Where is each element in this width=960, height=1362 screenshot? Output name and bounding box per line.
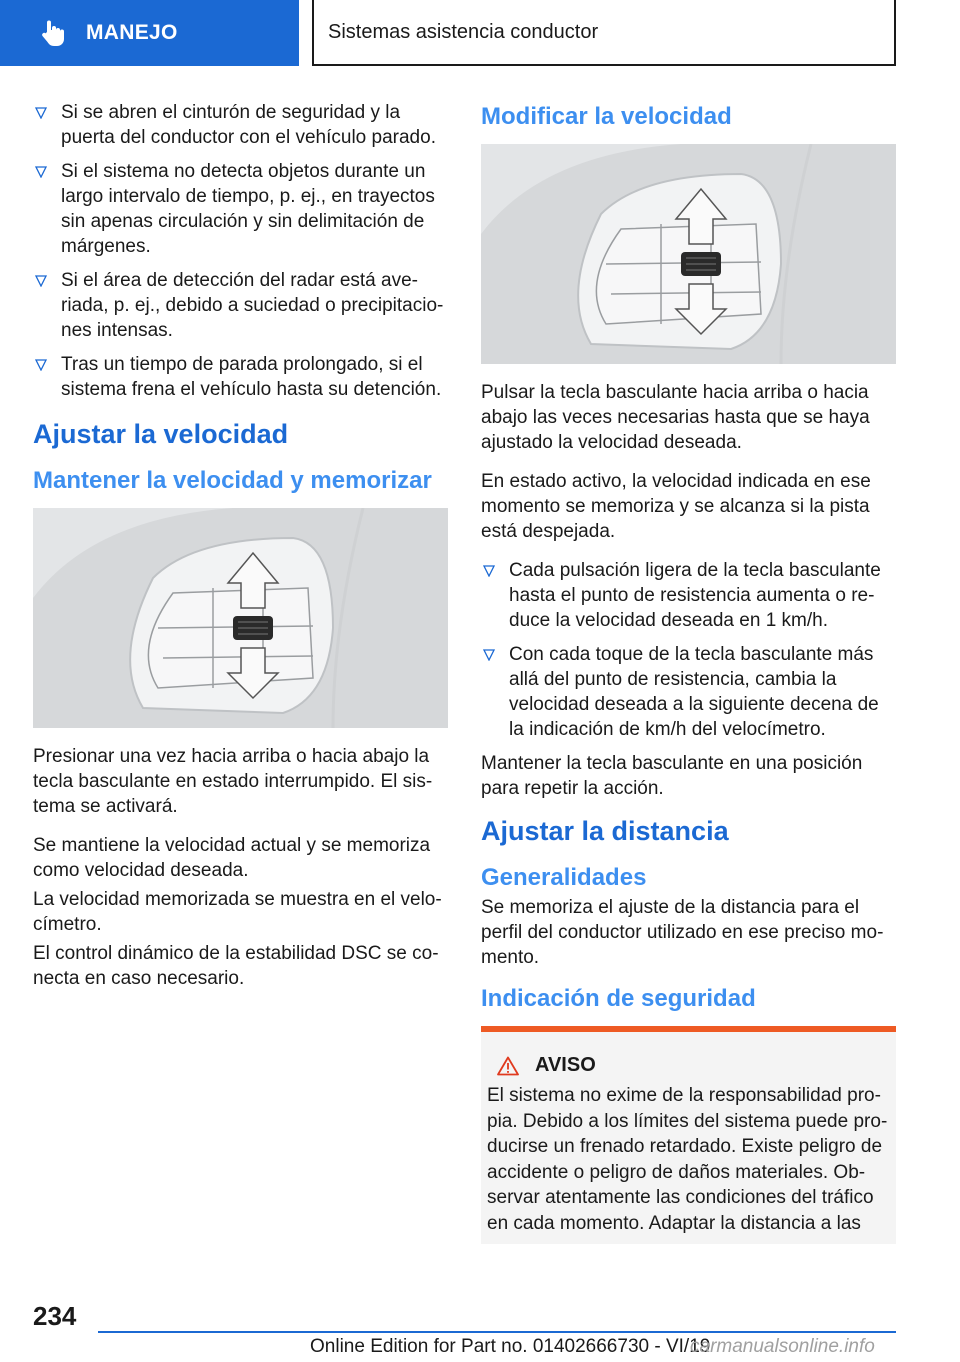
footer-divider	[98, 1331, 896, 1333]
section-tab	[0, 0, 299, 66]
triangle-bullet-icon	[35, 359, 47, 371]
paragraph: Pulsar la tecla basculante hacia arriba o hacia abajo las veces necesarias hasta que se haya ajustado la velocidad deseada.	[481, 382, 870, 453]
triangle-bullet-icon	[35, 275, 47, 287]
list-item: Si el área de detección del radar está averiada, p. ej., debido a suciedad o precipitaciones intensas.	[33, 268, 448, 343]
chapter-title: Sistemas asistencia conductor	[312, 0, 896, 66]
triangle-bullet-icon	[483, 649, 495, 661]
paragraph: Se mantiene la velocidad actual y se memoriza como velocidad deseada.	[33, 835, 431, 881]
right-column	[481, 100, 896, 1244]
triangle-bullet-icon	[35, 107, 47, 119]
steering-wheel-rocker-figure-2	[481, 144, 896, 364]
warning-header	[497, 1054, 888, 1077]
list-item: Tras un tiempo de parada prolongado, si el sistema frena el vehículo hasta su detención.	[33, 352, 448, 402]
left-column	[33, 100, 448, 1005]
heading-general: Generalidades	[481, 864, 647, 891]
warning-box	[481, 1026, 896, 1244]
footer-edition: Online Edition for Part no. 01402666730 - VI/19	[310, 1336, 711, 1357]
heading-maintain-speed: Mantener la velocidad y memorizar	[33, 467, 432, 494]
hand-pointer-icon	[38, 18, 68, 48]
warning-text: El sistema no exime de la responsabilidad propia. Debido a los límites del sistema puede producirse un frenado retardado. Existe peligro de accidente o peligro de daños materiales. Observar atentamente las condiciones del tráfico en cada momento. Adaptar la distancia a las	[487, 1085, 888, 1234]
warning-title: AVISO	[535, 1054, 596, 1076]
warning-triangle-icon	[497, 1056, 519, 1076]
steering-wheel-rocker-figure	[33, 508, 448, 728]
paragraph: Se memoriza el ajuste de la distancia para el perfil del conductor utilizado en ese preciso momento.	[481, 897, 884, 968]
bullet-list-conditions	[33, 100, 448, 402]
paragraph: En estado activo, la velocidad indicada en ese momento se memoriza y se alcanza si la pista está despejada.	[481, 471, 871, 542]
bullet-list-speed-steps	[481, 558, 896, 742]
heading-modify-speed: Modificar la velocidad	[481, 103, 732, 130]
section-label: MANEJO	[86, 21, 178, 44]
paragraph: El control dinámico de la estabilidad DSC se conecta en caso necesario.	[33, 943, 439, 989]
page-header	[0, 0, 960, 66]
list-item: Si el sistema no detecta objetos durante un largo intervalo de tiempo, p. ej., en trayectos sin apenas circulación y sin delimitación de márgenes.	[33, 159, 448, 259]
triangle-bullet-icon	[483, 565, 495, 577]
paragraph: Mantener la tecla basculante en una posición para repetir la acción.	[481, 753, 863, 799]
heading-adjust-speed: Ajustar la velocidad	[33, 419, 289, 449]
triangle-bullet-icon	[35, 166, 47, 178]
list-item: Con cada toque de la tecla basculante más allá del punto de resistencia, cambia la velocidad deseada a la siguiente decena de la indicación de km/h del velocímetro.	[481, 642, 896, 742]
watermark: carmanualsonline.info	[690, 1336, 875, 1357]
heading-safety-note: Indicación de seguridad	[481, 985, 756, 1012]
page-number: 234	[33, 1301, 77, 1331]
list-item: Si se abren el cinturón de seguridad y la puerta del conductor con el vehículo parado.	[33, 100, 448, 150]
paragraph: Presionar una vez hacia arriba o hacia abajo la tecla basculante en estado interrumpido. El sistema se activará.	[33, 746, 433, 817]
list-item: Cada pulsación ligera de la tecla basculante hasta el punto de resistencia aumenta o reduce la velocidad deseada en 1 km/h.	[481, 558, 896, 633]
heading-adjust-distance: Ajustar la distancia	[481, 816, 729, 846]
paragraph: La velocidad memorizada se muestra en el velocímetro.	[33, 889, 442, 935]
